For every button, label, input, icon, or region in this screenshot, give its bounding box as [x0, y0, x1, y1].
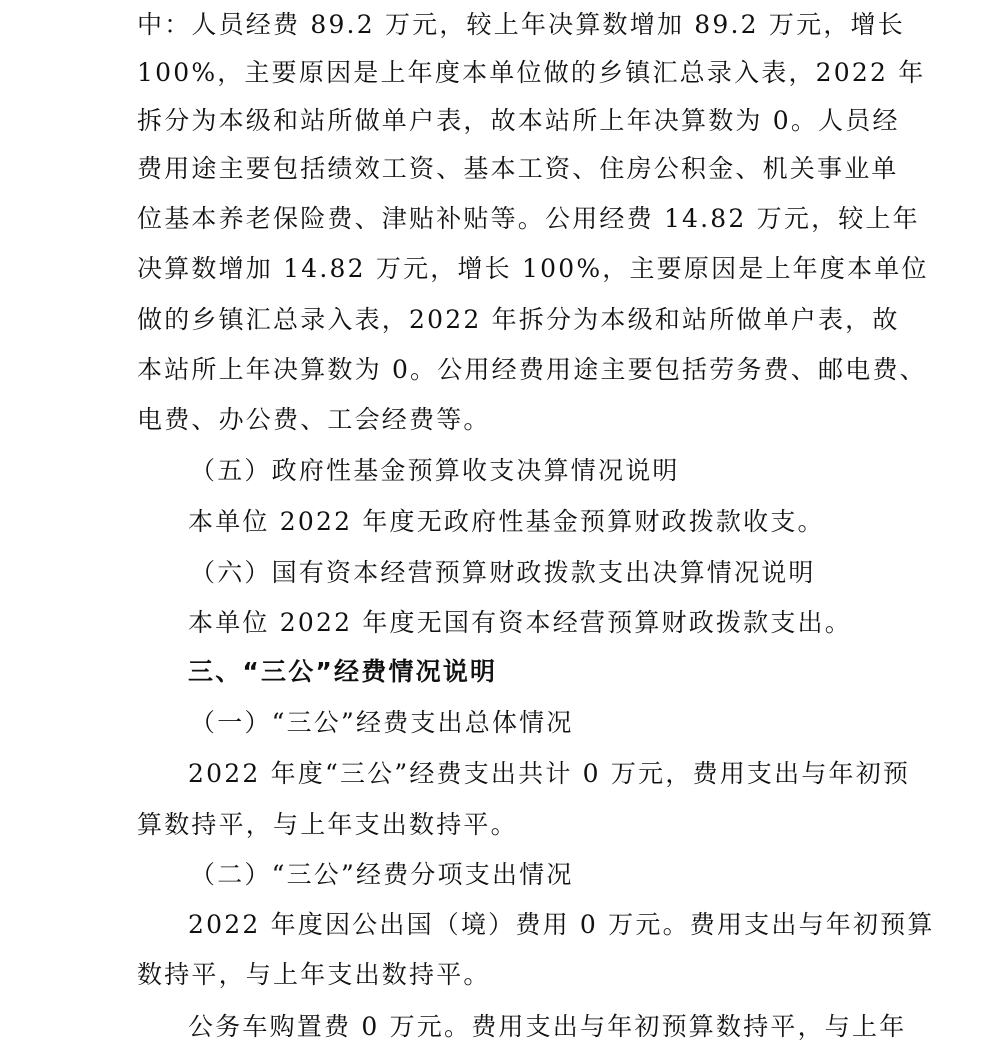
paragraph-line: 做的乡镇汇总录入表，2022 年拆分为本级和站所做单户表，故	[137, 305, 900, 334]
section-5-body: 本单位 2022 年度无政府性基金预算财政拨款收支。	[188, 507, 825, 536]
paragraph-line: 位基本养老保险费、津贴补贴等。公用经费 14.82 万元，较上年	[137, 204, 920, 233]
subsection-2-para-1-line: 2022 年度因公出国（境）费用 0 万元。费用支出与年初预算	[188, 910, 935, 939]
paragraph-line: 决算数增加 14.82 万元，增长 100%，主要原因是上年度本单位	[137, 254, 929, 283]
section-5-heading: （五）政府性基金预算收支决算情况说明	[190, 456, 680, 485]
paragraph-line: 电费、办公费、工会经费等。	[137, 405, 491, 434]
paragraph-line: 本站所上年决算数为 0。公用经费用途主要包括劳务费、邮电费、	[137, 355, 927, 384]
section-6-body: 本单位 2022 年度无国有资本经营预算财政拨款支出。	[188, 608, 852, 637]
paragraph-line: 100%，主要原因是上年度本单位做的乡镇汇总录入表，2022 年	[137, 58, 926, 87]
subsection-2-para-2-line: 公务车购置费 0 万元。费用支出与年初预算数持平，与上年	[188, 1012, 907, 1041]
subsection-1-line: 2022 年度“三公”经费支出共计 0 万元，费用支出与年初预	[188, 759, 911, 788]
subsection-1-line: 算数持平，与上年支出数持平。	[137, 810, 518, 839]
paragraph-line: 费用途主要包括绩效工资、基本工资、住房公积金、机关事业单	[137, 154, 899, 183]
subsection-2-heading: （二）“三公”经费分项支出情况	[190, 860, 574, 889]
subsection-2-para-1-line: 数持平，与上年支出数持平。	[137, 960, 491, 989]
paragraph-line: 拆分为本级和站所做单户表，故本站所上年决算数为 0。人员经	[137, 106, 900, 135]
chapter-3-heading: 三、“三公”经费情况说明	[188, 657, 498, 686]
section-6-heading: （六）国有资本经营预算财政拨款支出决算情况说明	[190, 558, 816, 587]
paragraph-line: 中：人员经费 89.2 万元，较上年决算数增加 89.2 万元，增长	[137, 10, 905, 39]
subsection-1-heading: （一）“三公”经费支出总体情况	[190, 708, 574, 737]
